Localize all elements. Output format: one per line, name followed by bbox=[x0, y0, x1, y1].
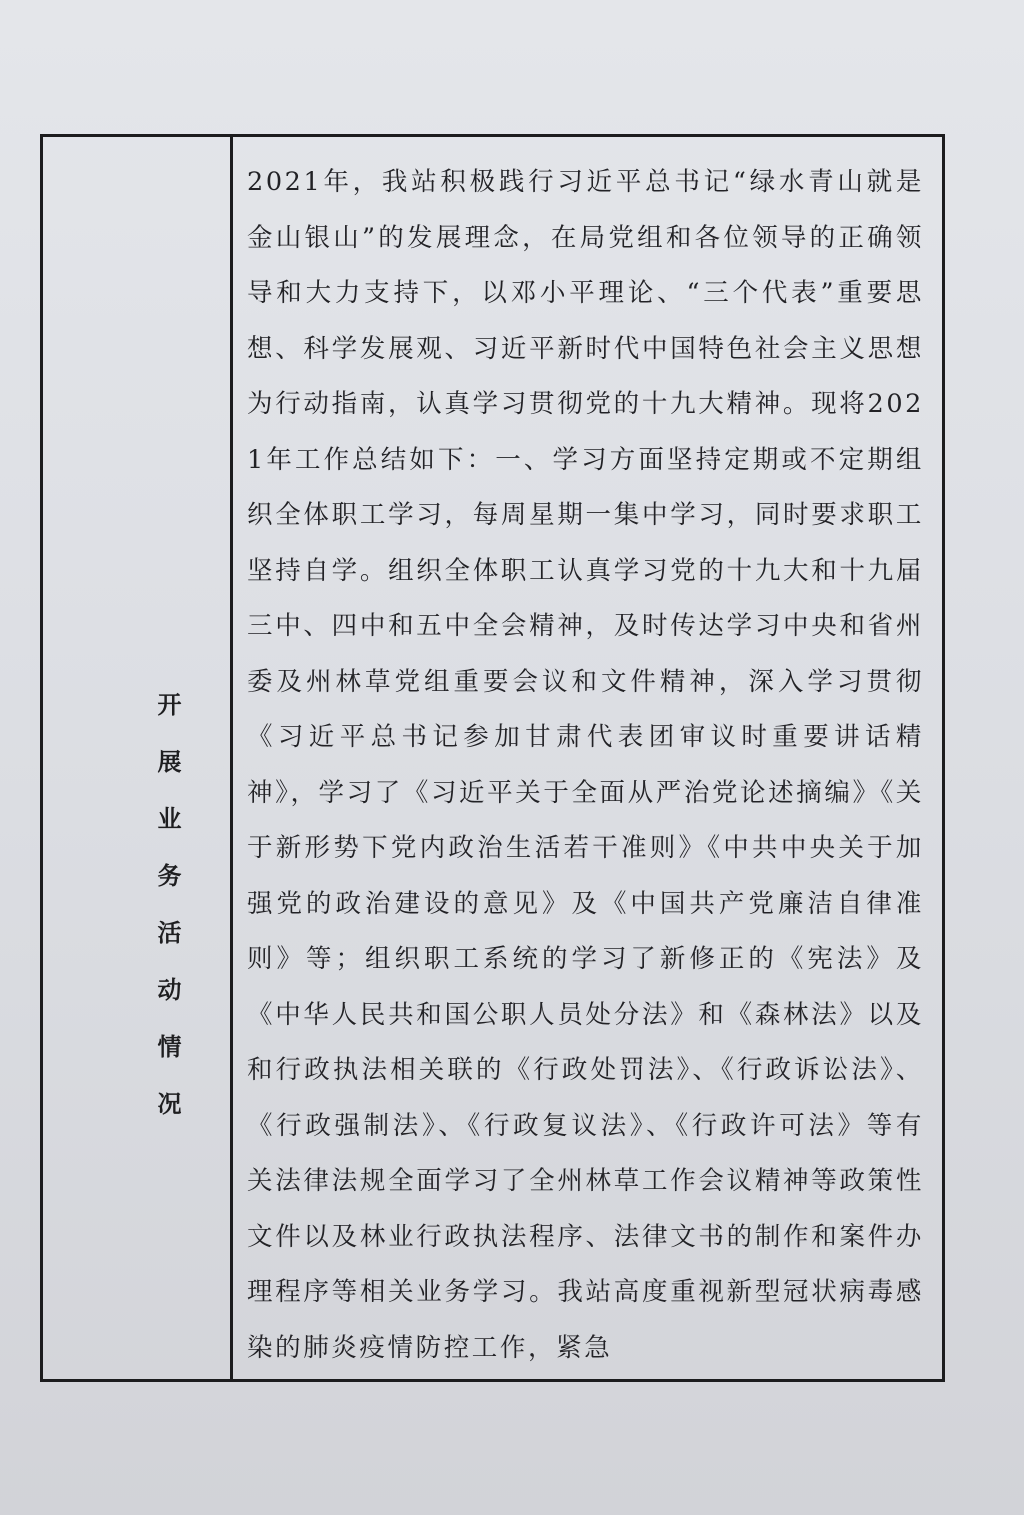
label-cell bbox=[43, 137, 233, 1379]
content-cell bbox=[233, 137, 942, 1379]
section-label: 开展业务活动情况 bbox=[153, 692, 182, 1148]
form-table bbox=[40, 134, 945, 1382]
body-paragraph: 2021年，我站积极践行习近平总书记“绿水青山就是金山银山”的发展理念，在局党组和各位领导的正确领导和大力支持下，以邓小平理论、“三个代表”重要思想、科学发展观、习近平新时代中国特色社会主义思想为行动指南，认真学习贯彻党的十九大精神。现将2021年工作总结如下：一、学习方面坚持定期或不定期组织全体职工学习，每周星期一集中学习，同时要求职工坚持自学。组织全体职工认真学习党的十九大和十九届三中、四中和五中全会精神，及时传达学习中央和省州委及州林草党组重要会议和文件精神，深入学习贯彻《习近平总书记参加甘肃代表团审议时重要讲话精神》，学习了《习近平关于全面从严治党论述摘编》《关于新形势下党内政治生活若干准则》《中共中央关于加强党的政治建设的意见》及《中国共产党廉洁自律准则》等；组织职工系统的学习了新修正的《宪法》及《中华人民共和国公职人员处分法》和《森林法》以及和行政执法相关联的《行政处罚法》、《行政诉讼法》、《行政强制法》、《行政复议法》、《行政许可法》等有关法律法规全面学习了全州林草工作会议精神等政策性文件以及林业行政执法程序、法律文书的制作和案件办理程序等相关业务学习。我站高度重视新型冠状病毒感染的肺炎疫情防控工作，紧急 bbox=[247, 167, 925, 1363]
